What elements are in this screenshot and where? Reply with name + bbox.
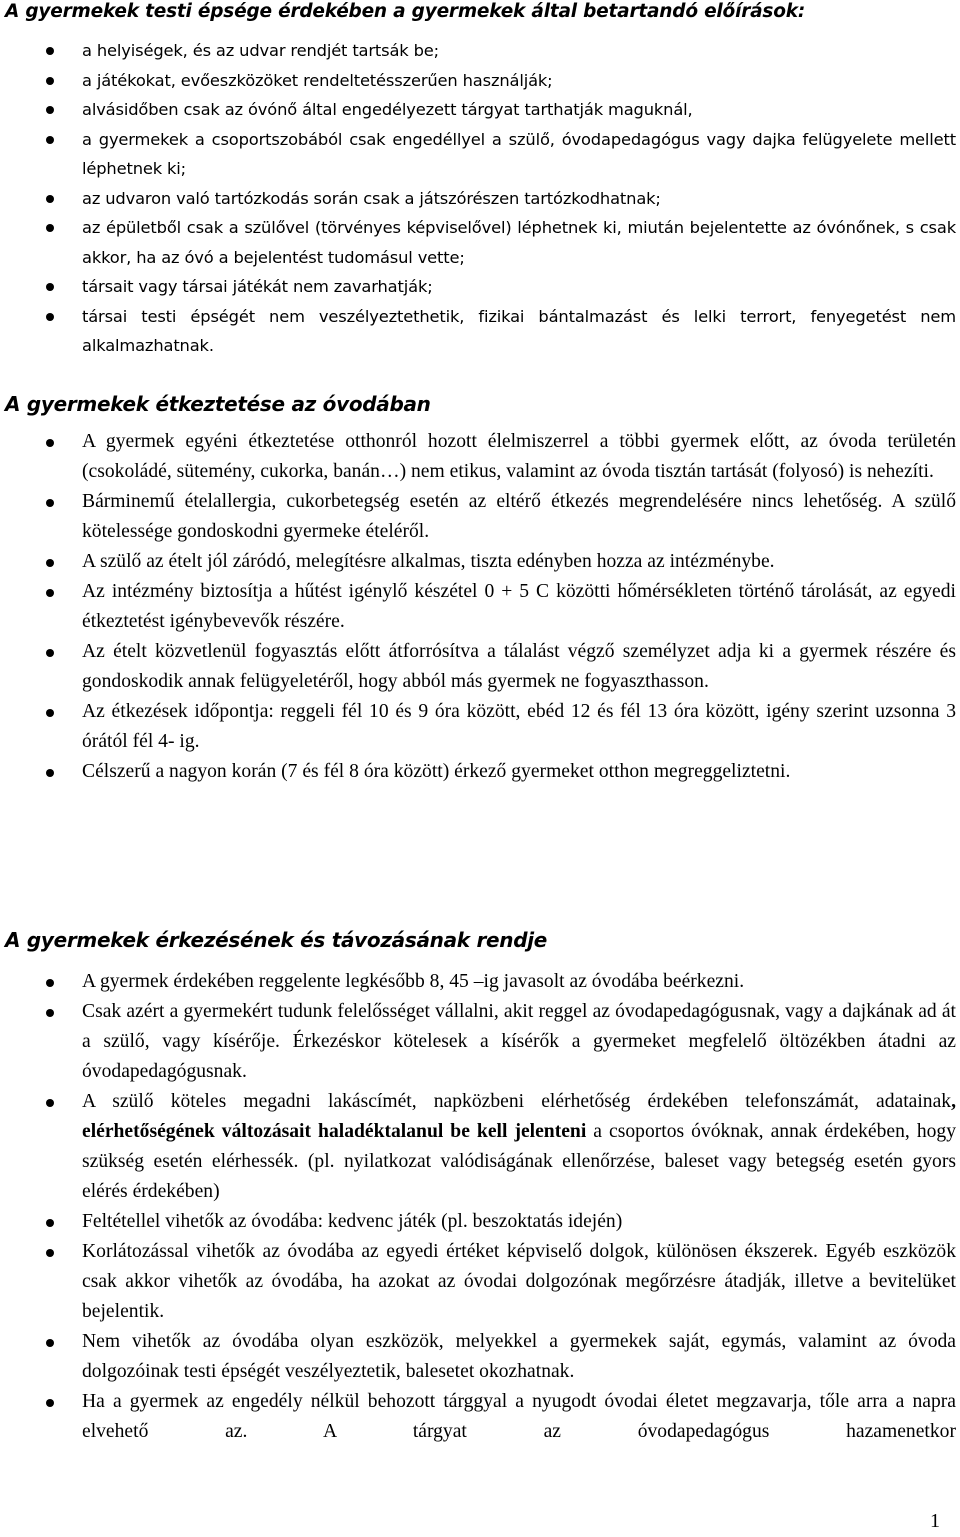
list-item: Az étkezések időpontja: reggeli fél 10 és 9 óra között, ebéd 12 és fél 13 óra között, igény szerint uzsonna 3 órától fél 4- ig. bbox=[0, 697, 960, 757]
list-item: Az intézmény biztosítja a hűtést igénylő készétel 0 + 5 C közötti hőmérsékleten történő tárolását, az egyedi étkeztetést igénybevevők részére. bbox=[0, 577, 960, 637]
section-title-meals: A gyermekek étkeztetése az óvodában bbox=[5, 392, 431, 416]
list-item: alvásidőben csak az óvónő által engedélyezett tárgyat tarthatják maguknál, bbox=[0, 95, 960, 125]
list-item: a játékokat, evőeszközöket rendeltetésszerűen használják; bbox=[0, 66, 960, 96]
list-item bbox=[0, 1087, 960, 1207]
list-item: Nem vihetők az óvodába olyan eszközök, melyekkel a gyermekek saját, egymás, valamint az óvoda dolgozóinak testi épségét veszélyeztetik, balesetet okozhatnak. bbox=[0, 1327, 960, 1387]
list-item: az épületből csak a szülővel (törvényes képviselővel) léphetnek ki, miután bejelentette az óvónőnek, s csak akkor, ha az óvó a bejelentést tudomásul vette; bbox=[0, 213, 960, 272]
list-item: Ha a gyermek az engedély nélkül behozott tárggyal a nyugodt óvodai életet megzavarja, tőle arra a napra elvehető az. A tárgyat az óvodapedagógus hazamenetkor bbox=[0, 1387, 960, 1447]
safety-rules-list bbox=[0, 36, 960, 361]
meals-rules-list bbox=[0, 427, 960, 787]
list-item: A gyermek érdekében reggelente legkésőbb 8, 45 –ig javasolt az óvodába beérkezni. bbox=[0, 967, 960, 997]
list-item: Célszerű a nagyon korán (7 és fél 8 óra között) érkező gyermeket otthon megreggeliztetni. bbox=[0, 757, 960, 787]
section-title-safety: A gyermekek testi épsége érdekében a gyermekek által betartandó előírások: bbox=[5, 1, 806, 22]
list-item: Bárminemű ételallergia, cukorbetegség esetén az eltérő étkezés megrendelésére nincs lehetőség. A szülő kötelessége gondoskodni gyermeke ételéről. bbox=[0, 487, 960, 547]
contact-emphasis: , elérhetőségének változásait haladéktalanul be kell jelenteni bbox=[82, 1091, 956, 1142]
contact-text: A szülő köteles megadni lakáscímét, napközbeni elérhetőség érdekében telefonszámát, adatainak bbox=[82, 1091, 952, 1112]
list-item: az udvaron való tartózkodás során csak a játszórészen tartózkodhatnak; bbox=[0, 184, 960, 214]
page-number: 1 bbox=[930, 1510, 940, 1532]
list-item: Csak azért a gyermekért tudunk felelősséget vállalni, akit reggel az óvodapedagógusnak, vagy a dajkának ad át a szülő, vagy kísérője. Érkezéskor kötelesek a kísérők a gyermeket megfelelő öltözékben átadni az óvodapedagógusnak. bbox=[0, 997, 960, 1087]
list-item: a gyermekek a csoportszobából csak engedéllyel a szülő, óvodapedagógus vagy dajka felügyelete mellett léphetnek ki; bbox=[0, 125, 960, 184]
list-item: társait vagy társai játékát nem zavarhatják; bbox=[0, 272, 960, 302]
section-title-arrival: A gyermekek érkezésének és távozásának rendje bbox=[5, 928, 548, 952]
list-item: Feltétellel vihetők az óvodába: kedvenc játék (pl. beszoktatás idején) bbox=[0, 1207, 960, 1237]
list-item: Korlátozással vihetők az óvodába az egyedi értéket képviselő dolgok, különösen ékszerek. Egyéb eszközök csak akkor vihetők az óvodába, ha azokat az óvodai dolgozónak megőrzésre átadják, illetve a bevitelüket bejelentik. bbox=[0, 1237, 960, 1327]
contact-text-rest: a csoportos óvóknak, annak érdekében, hogy szükség esetén elérhessék. (pl. nyilatkozat valódiságának ellenőrzése, baleset vagy betegség esetén gyors elérés érdekében) bbox=[82, 1121, 957, 1202]
list-item: Az ételt közvetlenül fogyasztás előtt átforrósítva a tálalást végző személyzet adja ki a gyermek részére és gondoskodik annak felügyeletéről, hogy abból más gyermek ne fogyaszthasson. bbox=[0, 637, 960, 697]
list-item: társai testi épségét nem veszélyeztethetik, fizikai bántalmazást és lelki terrort, fenyegetést nem alkalmazhatnak. bbox=[0, 302, 960, 361]
arrival-rules-list bbox=[0, 967, 960, 1447]
list-item: a helyiségek, és az udvar rendjét tartsák be; bbox=[0, 36, 960, 66]
list-item: A szülő az ételt jól záródó, melegítésre alkalmas, tiszta edényben hozza az intézménybe. bbox=[0, 547, 960, 577]
list-item: A gyermek egyéni étkeztetése otthonról hozott élelmiszerrel a többi gyermek előtt, az óvoda területén (csokoládé, sütemény, cukorka, banán…) nem etikus, valamint az óvoda tisztán tartását (folyosó) is nehezíti. bbox=[0, 427, 960, 487]
